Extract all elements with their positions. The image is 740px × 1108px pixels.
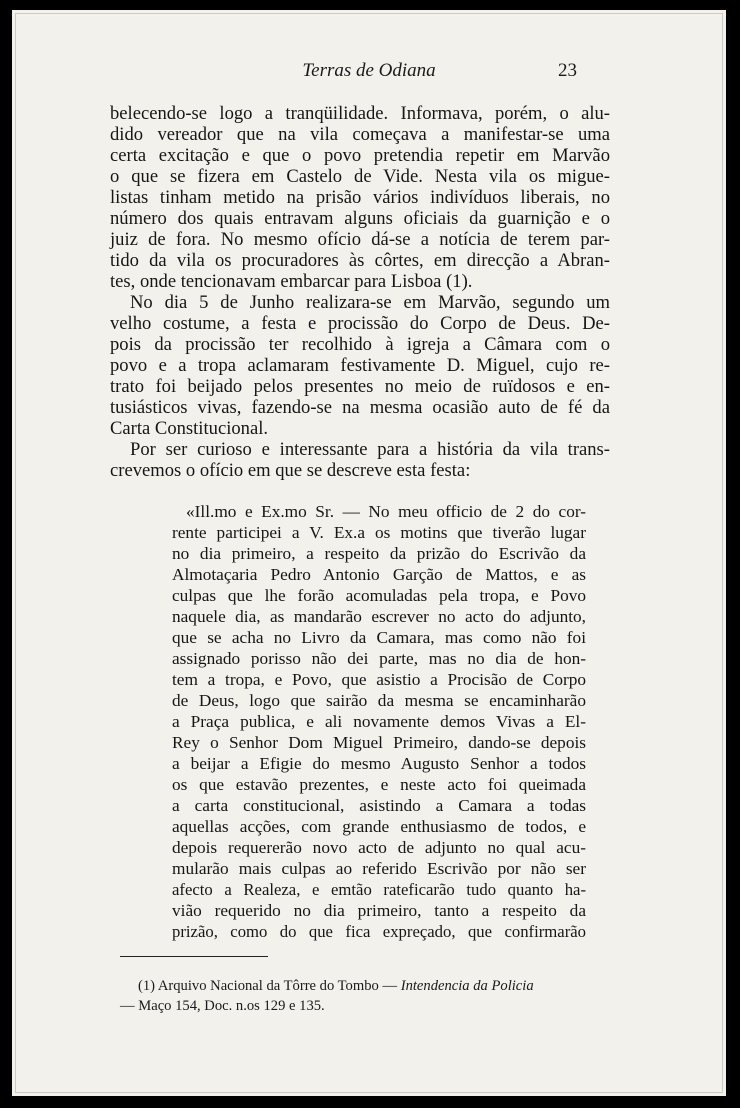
- text-line: pois da procissão ter recolhido à igreja a Câmara com o: [110, 334, 610, 355]
- text-line: tes, onde tencionavam embarcar para Lisboa (1).: [110, 271, 473, 292]
- paragraph-start-line: No dia 5 de Junho realizara-se em Marvão, segundo um: [130, 292, 610, 313]
- paragraph-start-line: Por ser curioso e interessante para a história da vila trans-: [130, 439, 610, 460]
- quote-line: culpas que lhe forão acomuladas pela tropa, e Povo: [172, 586, 586, 605]
- quote-line: depois requererão novo acto de adjunto no qual acu-: [172, 838, 586, 857]
- quote-line: aquellas acções, com grande enthusiasmo de todos, e: [172, 817, 586, 836]
- book-page: [12, 10, 726, 1096]
- quote-line: rente participei a V. Ex.a os motins que tiverão lugar: [172, 523, 586, 542]
- footnote-line: [138, 976, 608, 996]
- text-line: número dos quais entravam alguns oficiais da guarnição e o: [110, 208, 610, 229]
- running-header: [12, 60, 726, 86]
- text-line: tusiásticos vivas, fazendo-se na mesma ocasião auto de fé da: [110, 397, 610, 418]
- quote-line: no dia primeiro, a respeito da prizão do Escrivão da: [172, 544, 586, 563]
- text-line: certa excitação e que o povo pretendia repetir em Marvão: [110, 145, 610, 166]
- text-line: listas tinham metido na prisão vários indivíduos liberais, no: [110, 187, 610, 208]
- footnote-divider: [120, 956, 268, 957]
- text-line: velho costume, a festa e procissão do Corpo de Deus. De-: [110, 313, 610, 334]
- quote-line: a beijar a Efigie do mesmo Augusto Senhor a todos: [172, 754, 586, 773]
- quote-line: a Praça publica, e ali novamente demos Vivas a El-: [172, 712, 586, 731]
- footnote-citation: (1) Arquivo Nacional da Tôrre do Tombo —: [138, 978, 401, 994]
- quote-line: naquele dia, as mandarão escrever no acto do adjunto,: [172, 607, 586, 626]
- quote-line: a carta constitucional, asistindo a Camara a todas: [172, 796, 586, 815]
- footnote-source-title: Intendencia da Policia: [400, 978, 534, 994]
- quote-line: «Ill.mo e Ex.mo Sr. — No meu officio de 2 do cor-: [186, 502, 586, 521]
- text-line: trato foi beijado pelos presentes no meio de ruïdosos e en-: [110, 376, 610, 397]
- quote-line: afecto a Realeza, e emtão rateficarão tudo quanto ha-: [172, 880, 586, 899]
- quote-line: Almotaçaria Pedro Antonio Garção de Mattos, e as: [172, 565, 586, 584]
- quote-line: que se acha no Livro da Camara, mas como não foi: [172, 628, 586, 647]
- quote-line: os que estavão prezentes, e neste acto foi queimada: [172, 775, 586, 794]
- quote-line: assignado porisso não dei parte, mas no dia de hon-: [172, 649, 586, 668]
- footnote-line: — Maço 154, Doc. n.os 129 e 135.: [120, 998, 325, 1014]
- text-line: dido vereador que na vila começava a manifestar-se uma: [110, 124, 610, 145]
- quote-line: tem a tropa, e Povo, que asistio a Procisão de Corpo: [172, 670, 586, 689]
- quote-line: de Deus, logo que sairão da mesma se encaminharão: [172, 691, 586, 710]
- running-title: Terras de Odiana: [302, 60, 436, 81]
- text-line: o que se fizera em Castelo de Vide. Nesta vila os migue-: [110, 166, 610, 187]
- text-line: povo e a tropa aclamaram festivamente D. Miguel, cujo re-: [110, 355, 610, 376]
- page-number: 23: [558, 60, 577, 81]
- text-line: crevemos o ofício em que se descreve esta festa:: [110, 460, 471, 481]
- text-line: juiz de fora. No mesmo ofício dá-se a notícia de terem par-: [110, 229, 610, 250]
- text-line: tido da vila os procuradores às côrtes, em direcção a Abran-: [110, 250, 610, 271]
- quote-line: vião requerido no dia primeiro, tanto a respeito da: [172, 901, 586, 920]
- quote-line: mularão mais culpas ao referido Escrivão por não ser: [172, 859, 586, 878]
- text-line: Carta Constitucional.: [110, 418, 269, 439]
- quote-line: Rey o Senhor Dom Miguel Primeiro, dando-se depois: [172, 733, 586, 752]
- quote-line: prizão, como do que fica expreçado, que confirmarão: [172, 922, 586, 941]
- text-line: belecendo-se logo a tranqüilidade. Informava, porém, o alu-: [110, 103, 610, 124]
